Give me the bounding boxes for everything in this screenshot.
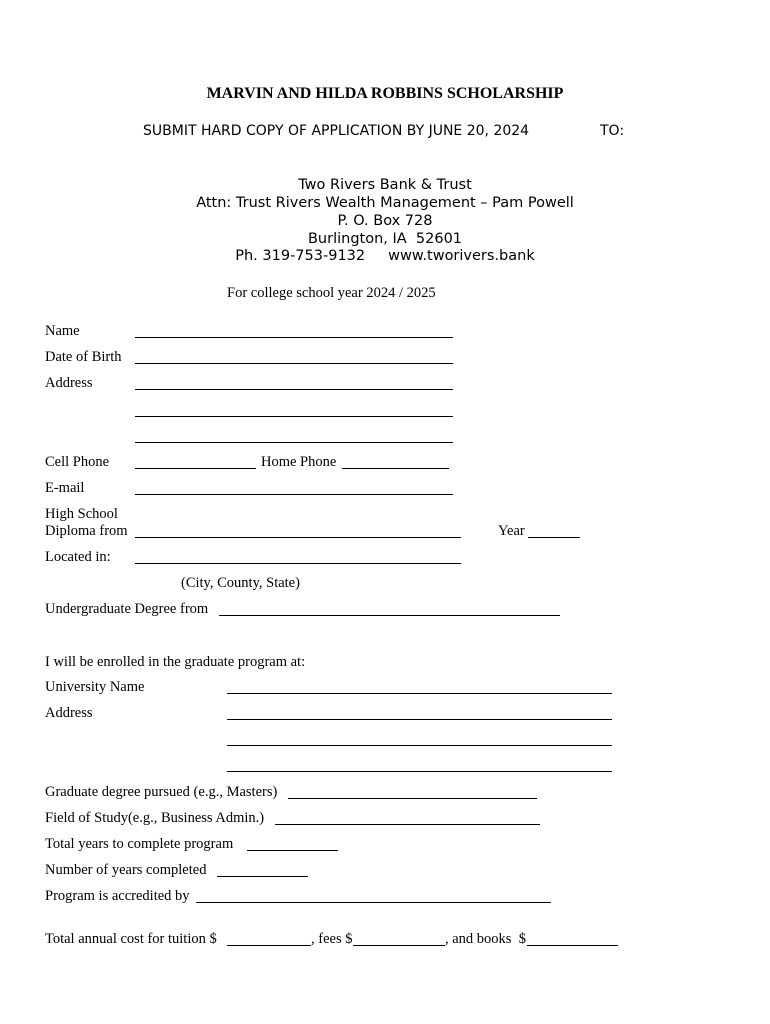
- cell-phone-field[interactable]: [135, 468, 256, 469]
- home-phone-field[interactable]: [342, 468, 449, 469]
- total-years-field[interactable]: [247, 850, 338, 851]
- fees-field[interactable]: [353, 945, 445, 946]
- name-label: Name: [45, 323, 80, 339]
- year-field[interactable]: [528, 537, 580, 538]
- university-address-line-2[interactable]: [227, 745, 612, 746]
- attention-line: Attn: Trust Rivers Wealth Management – Pam Powell: [196, 195, 574, 211]
- years-completed-label: Number of years completed: [45, 862, 207, 878]
- form-title: MARVIN AND HILDA ROBBINS SCHOLARSHIP: [206, 85, 564, 102]
- books-field[interactable]: [527, 945, 618, 946]
- total-years-label: Total years to complete program: [45, 836, 234, 852]
- home-phone-label: Home Phone: [261, 454, 337, 470]
- bank-name: Two Rivers Bank & Trust: [298, 177, 472, 193]
- address-label: Address: [45, 375, 93, 391]
- email-field[interactable]: [135, 494, 453, 495]
- graduate-intro: I will be enrolled in the graduate program at:: [45, 654, 306, 670]
- university-name-label: University Name: [45, 679, 145, 695]
- accredited-by-field[interactable]: [196, 902, 551, 903]
- years-completed-field[interactable]: [217, 876, 308, 877]
- cell-phone-label: Cell Phone: [45, 454, 110, 470]
- name-field[interactable]: [135, 337, 453, 338]
- diploma-from-label: Diploma from: [45, 523, 128, 539]
- address-field-line-1[interactable]: [135, 389, 453, 390]
- city-state-zip: Burlington, IA 52601: [307, 231, 463, 247]
- tuition-label: Total annual cost for tuition $: [45, 931, 217, 947]
- dob-field[interactable]: [135, 363, 453, 364]
- university-address-line-3[interactable]: [227, 771, 612, 772]
- university-name-field[interactable]: [227, 693, 612, 694]
- po-box: P. O. Box 728: [337, 213, 433, 229]
- university-address-line-1[interactable]: [227, 719, 612, 720]
- phone-website: Ph. 319-753-9132 www.tworivers.bank: [235, 248, 535, 264]
- accredited-by-label: Program is accredited by: [45, 888, 190, 904]
- fees-label: , fees $: [311, 931, 353, 947]
- address-field-line-3[interactable]: [135, 442, 453, 443]
- submit-instruction: SUBMIT HARD COPY OF APPLICATION BY JUNE 20, 2024: [143, 123, 530, 139]
- field-of-study-field[interactable]: [275, 824, 540, 825]
- email-label: E-mail: [45, 480, 85, 496]
- dob-label: Date of Birth: [45, 349, 122, 365]
- location-hint: (City, County, State): [181, 575, 300, 591]
- high-school-label: High School: [45, 506, 118, 522]
- tuition-field[interactable]: [227, 945, 311, 946]
- field-of-study-label: Field of Study(e.g., Business Admin.): [45, 810, 265, 826]
- school-year: For college school year 2024 / 2025: [227, 285, 436, 301]
- university-address-label: Address: [45, 705, 93, 721]
- located-in-field[interactable]: [135, 563, 461, 564]
- diploma-from-field[interactable]: [135, 537, 461, 538]
- to-label: TO:: [600, 123, 625, 139]
- undergrad-field[interactable]: [219, 615, 560, 616]
- degree-pursued-label: Graduate degree pursued (e.g., Masters): [45, 784, 278, 800]
- year-label: Year: [498, 523, 525, 539]
- books-label: , and books $: [445, 931, 526, 947]
- undergrad-label: Undergraduate Degree from: [45, 601, 209, 617]
- located-in-label: Located in:: [45, 549, 111, 565]
- address-field-line-2[interactable]: [135, 416, 453, 417]
- degree-pursued-field[interactable]: [288, 798, 537, 799]
